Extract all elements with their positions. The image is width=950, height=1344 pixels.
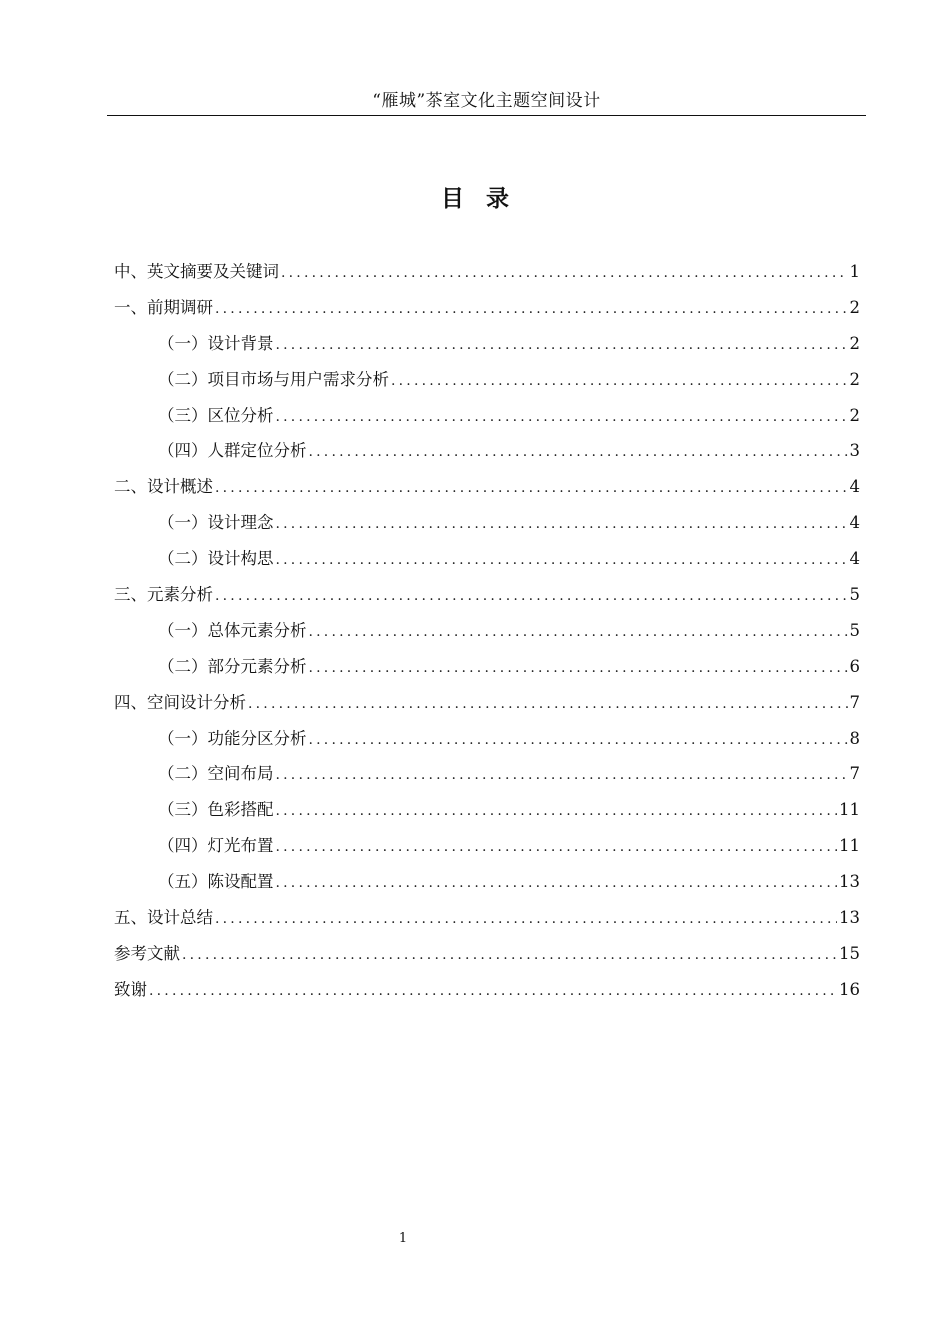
toc-entry-label: 一、前期调研 — [114, 297, 213, 317]
toc-entry[interactable] — [114, 649, 860, 685]
toc-entry-page: 4 — [849, 549, 860, 569]
toc-entry-page: 3 — [849, 441, 860, 461]
toc-entry-page: 4 — [849, 513, 860, 533]
toc-entry-label: 致谢 — [114, 979, 147, 999]
toc-dot-leader — [391, 364, 848, 400]
toc-entry-page: 2 — [849, 333, 860, 353]
toc-dot-leader — [276, 866, 838, 902]
toc-entry-label: （二）空间布局 — [158, 764, 274, 784]
toc-entry-page: 15 — [839, 943, 860, 963]
toc-entry-page: 13 — [839, 872, 860, 892]
toc-entry[interactable] — [114, 254, 860, 290]
toc-entry[interactable] — [114, 936, 860, 972]
toc-entry-label: （四）灯光布置 — [158, 836, 274, 856]
toc-entry[interactable] — [114, 505, 860, 541]
toc-dot-leader — [215, 292, 848, 328]
toc-entry[interactable] — [114, 326, 860, 362]
toc-dot-leader — [309, 651, 848, 687]
table-of-contents — [114, 254, 860, 1008]
toc-entry[interactable] — [114, 828, 860, 864]
toc-entry-label: 四、空间设计分析 — [114, 692, 246, 712]
page-number: 1 — [398, 1231, 408, 1246]
toc-entry-page: 5 — [849, 620, 860, 640]
toc-entry[interactable] — [114, 864, 860, 900]
toc-dot-leader — [281, 256, 848, 292]
toc-dot-leader — [276, 507, 848, 543]
toc-dot-leader — [276, 758, 848, 794]
toc-entry-label: （三）色彩搭配 — [158, 800, 274, 820]
toc-entry-page: 6 — [849, 656, 860, 676]
toc-entry-label: 参考文献 — [114, 943, 180, 963]
toc-entry-page: 7 — [849, 764, 860, 784]
toc-dot-leader — [276, 830, 838, 866]
toc-entry[interactable] — [114, 469, 860, 505]
toc-entry[interactable] — [114, 685, 860, 721]
toc-entry[interactable] — [114, 900, 860, 936]
toc-entry[interactable] — [114, 290, 860, 326]
toc-entry-label: （二）设计构思 — [158, 549, 274, 569]
toc-entry-label: （三）区位分析 — [158, 405, 274, 425]
toc-dot-leader — [276, 543, 848, 579]
toc-dot-leader — [309, 435, 848, 471]
toc-entry[interactable] — [114, 756, 860, 792]
toc-entry-label: （四）人群定位分析 — [158, 441, 307, 461]
toc-entry-label: （二）部分元素分析 — [158, 656, 307, 676]
toc-entry[interactable] — [114, 577, 860, 613]
toc-entry-label: 中、英文摘要及关键词 — [114, 262, 279, 281]
toc-entry-label: 二、设计概述 — [114, 477, 213, 497]
toc-entry-label: （一）功能分区分析 — [158, 728, 307, 748]
toc-entry-page: 2 — [849, 405, 860, 425]
toc-title: 目录 — [441, 186, 531, 212]
toc-entry-page: 2 — [849, 369, 860, 389]
header-rule — [107, 115, 866, 116]
toc-entry-label: （五）陈设配置 — [158, 872, 274, 892]
toc-entry-label: （二）项目市场与用户需求分析 — [158, 369, 389, 389]
toc-entry[interactable] — [114, 972, 860, 1008]
toc-entry-page: 16 — [839, 979, 860, 999]
toc-entry-page: 11 — [839, 836, 860, 856]
toc-dot-leader — [182, 938, 837, 974]
toc-dot-leader — [276, 794, 838, 830]
toc-entry-page: 2 — [849, 297, 860, 317]
toc-entry-page: 1 — [849, 262, 860, 281]
toc-entry-page: 7 — [849, 692, 860, 712]
toc-dot-leader — [309, 615, 848, 651]
toc-entry[interactable] — [114, 433, 860, 469]
toc-entry[interactable] — [114, 613, 860, 649]
toc-dot-leader — [149, 974, 837, 1010]
toc-entry-label: （一）设计理念 — [158, 513, 274, 533]
toc-entry[interactable] — [114, 792, 860, 828]
toc-entry-label: 五、设计总结 — [114, 908, 213, 928]
toc-dot-leader — [215, 471, 848, 507]
toc-dot-leader — [309, 723, 848, 759]
toc-entry-page: 13 — [839, 908, 860, 928]
running-header: “雁城”茶室文化主题空间设计 — [372, 91, 601, 111]
toc-entry-label: （一）总体元素分析 — [158, 620, 307, 640]
toc-entry-page: 5 — [849, 585, 860, 605]
toc-dot-leader — [215, 579, 848, 615]
toc-dot-leader — [276, 328, 848, 364]
toc-entry-page: 8 — [849, 728, 860, 748]
toc-entry-label: 三、元素分析 — [114, 585, 213, 605]
toc-entry-page: 4 — [849, 477, 860, 497]
toc-dot-leader — [215, 902, 837, 938]
toc-dot-leader — [276, 400, 848, 436]
toc-entry[interactable] — [114, 398, 860, 434]
toc-entry[interactable] — [114, 541, 860, 577]
toc-entry[interactable] — [114, 721, 860, 757]
toc-entry[interactable] — [114, 362, 860, 398]
toc-entry-label: （一）设计背景 — [158, 333, 274, 353]
toc-entry-page: 11 — [839, 800, 860, 820]
toc-dot-leader — [248, 687, 848, 723]
